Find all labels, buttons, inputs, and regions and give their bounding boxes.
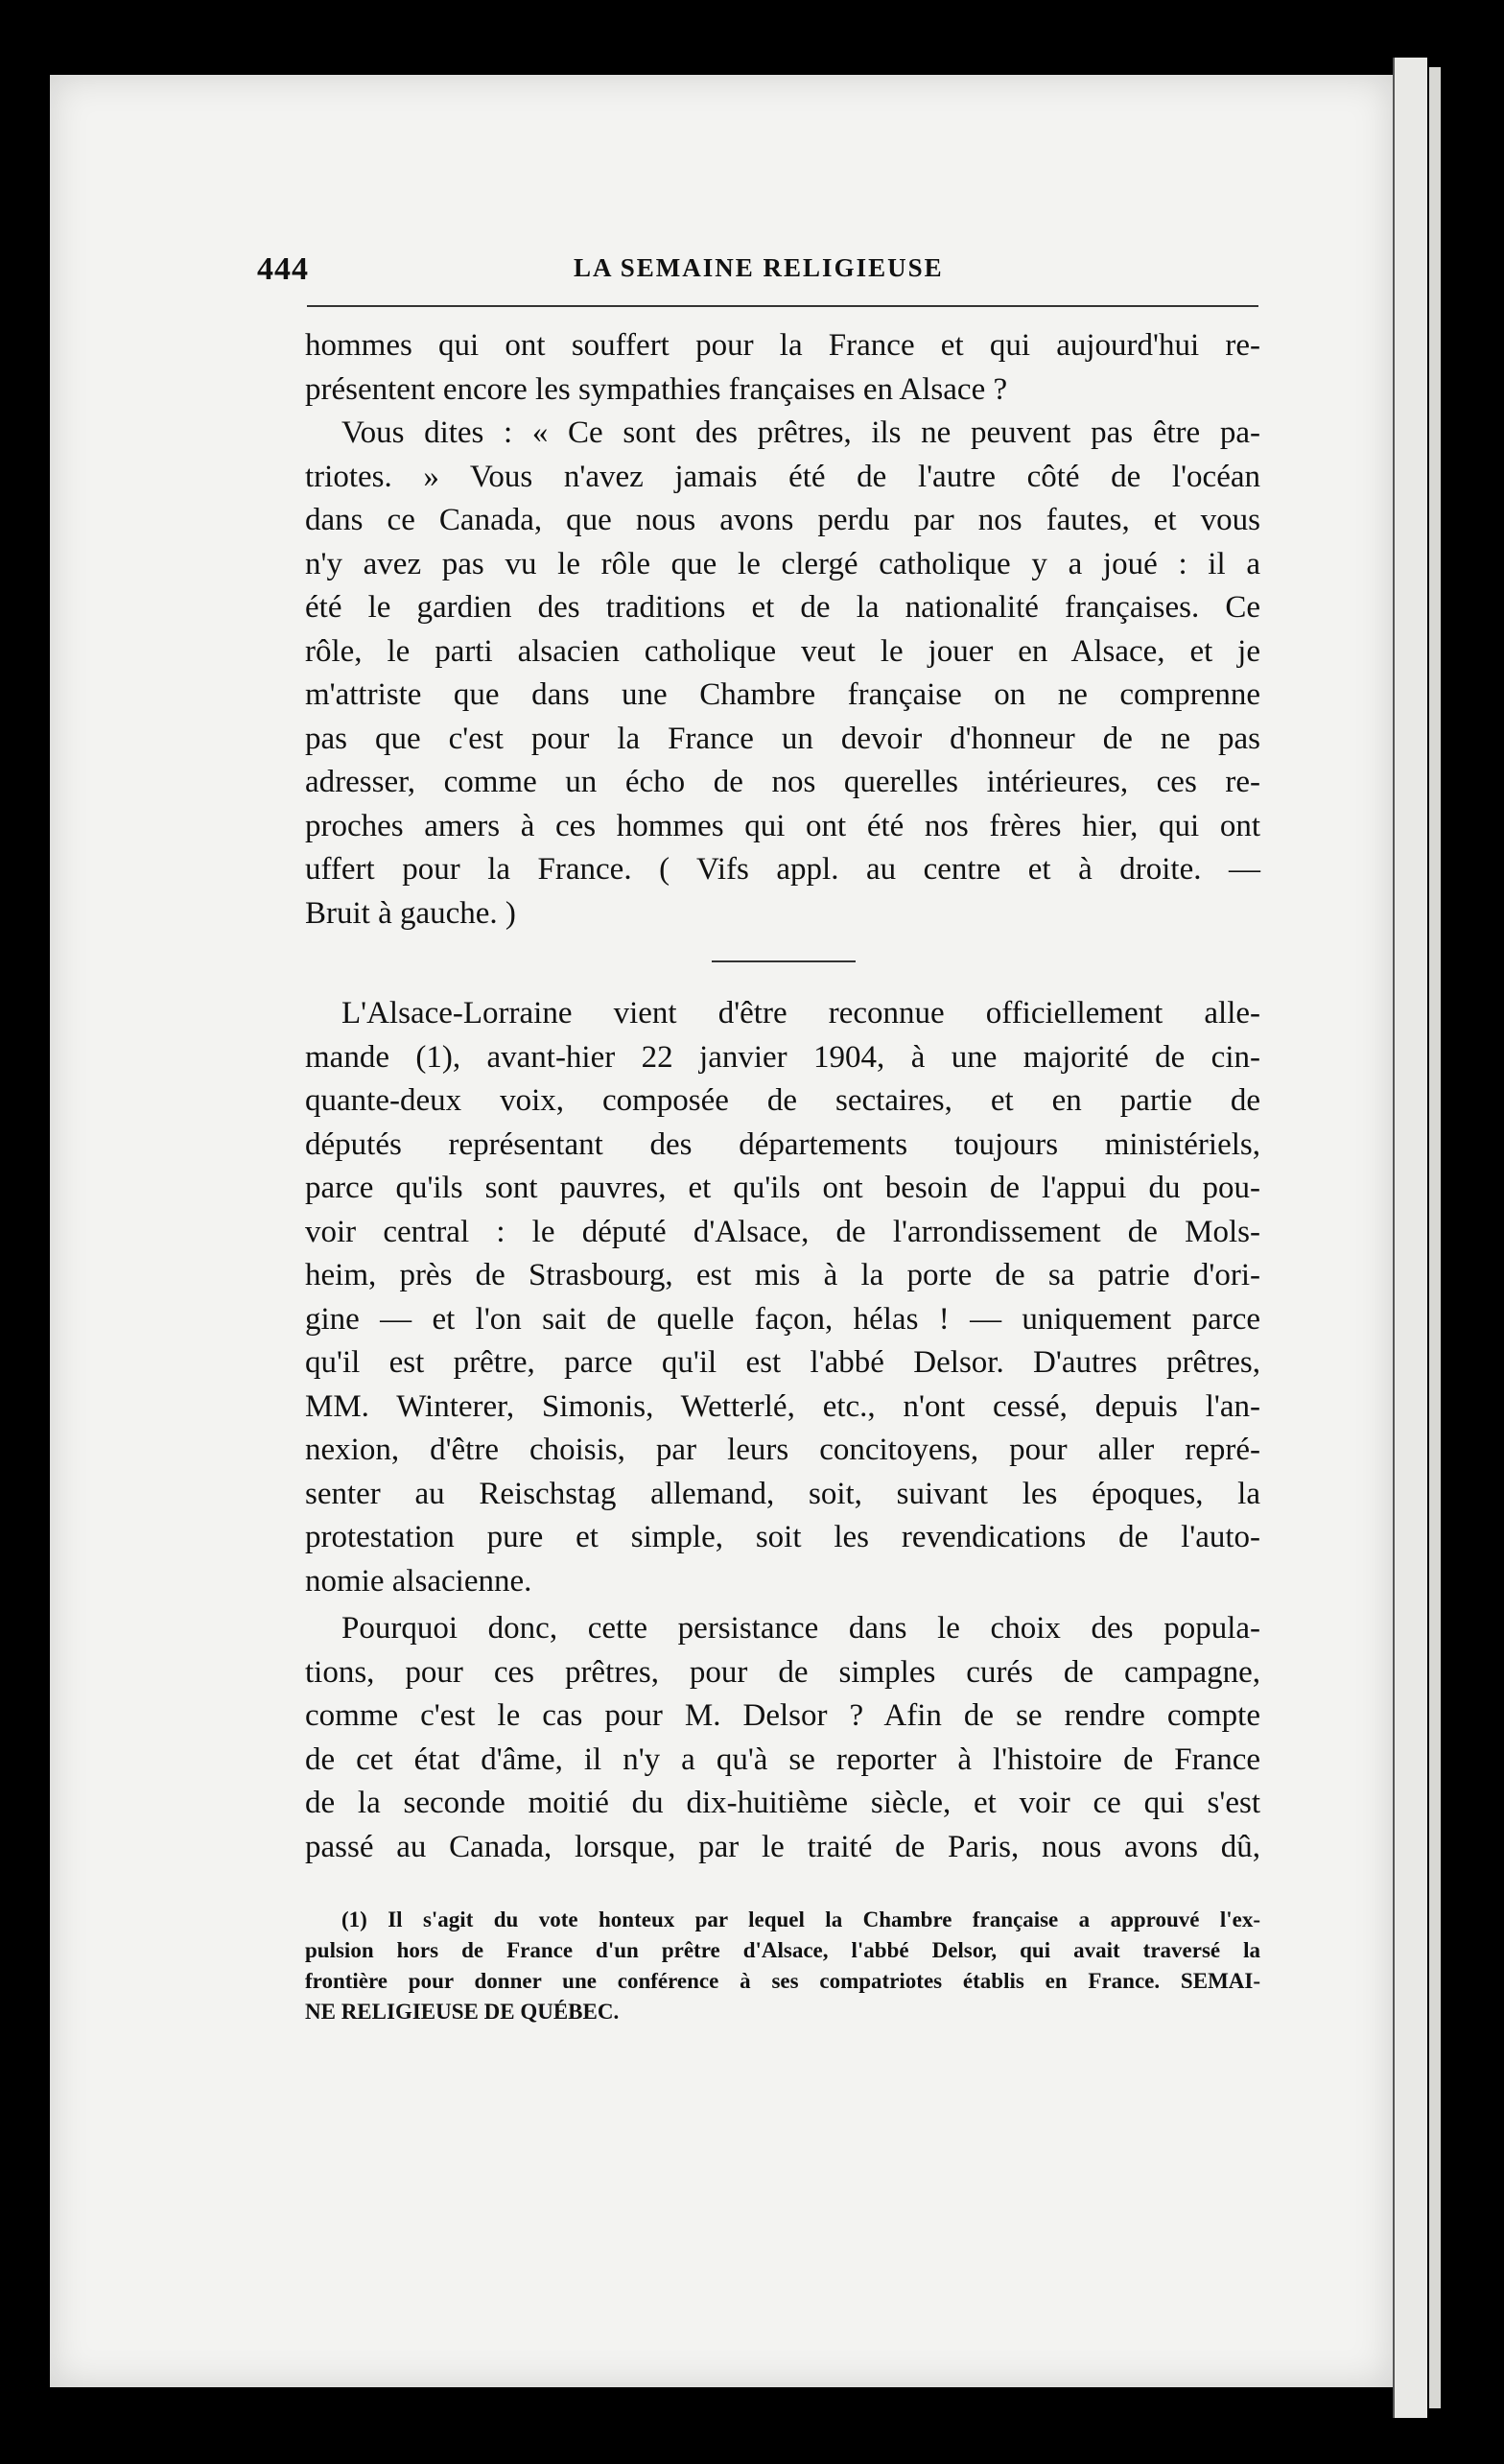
page-number: 444 xyxy=(257,251,309,287)
text-line: Pourquoi donc, cette persistance dans le choix des popula- xyxy=(341,1611,1260,1646)
paragraph xyxy=(305,412,1260,936)
text-line: Vous dites : « Ce sont des prêtres, ils ne peuvent pas être pa- xyxy=(341,415,1260,450)
text-line: de la seconde moitié du dix-huitième siècle, et voir ce qui s'est xyxy=(305,1786,1260,1820)
paragraph xyxy=(305,1607,1260,1869)
text-line: heim, près de Strasbourg, est mis à la porte de sa patrie d'ori- xyxy=(305,1258,1260,1292)
text-line: rôle, le parti alsacien catholique veut le jouer en Alsace, et je xyxy=(305,633,1260,669)
text-line: MM. Winterer, Simonis, Wetterlé, etc., n'ont cessé, depuis l'an- xyxy=(305,1388,1260,1424)
footnote-line: NE RELIGIEUSE DE QUÉBEC. xyxy=(305,2000,620,2024)
text-line: triotes. » Vous n'avez jamais été de l'autre côté de l'océan xyxy=(305,459,1260,494)
page-header xyxy=(257,251,1264,299)
text-line: qu'il est prêtre, parce qu'il est l'abbé Delsor. D'autres prêtres, xyxy=(305,1345,1260,1380)
running-title: LA SEMAINE RELIGIEUSE xyxy=(574,253,944,282)
text-line: hommes qui ont souffert pour la France et qui aujourd'hui re- xyxy=(305,328,1260,363)
text-line: quante-deux voix, composée de sectaires, et en partie de xyxy=(305,1083,1260,1118)
text-line: pas que c'est pour la France un devoir d'honneur de ne pas xyxy=(305,721,1260,756)
text-line: adresser, comme un écho de nos querelles intérieures, ces re- xyxy=(305,765,1260,799)
text-line: Bruit à gauche. ) xyxy=(305,895,516,931)
text-line: proches amers à ces hommes qui ont été nos frères hier, qui ont xyxy=(305,808,1260,843)
page-edge xyxy=(1393,58,1427,2418)
text-line: m'attriste que dans une Chambre française on ne comprenne xyxy=(305,677,1260,712)
text-line: comme c'est le cas pour M. Delsor ? Afin de se rendre compte xyxy=(305,1698,1260,1733)
header-rule xyxy=(307,305,1258,307)
text-block-middle xyxy=(305,992,1260,1603)
text-block-bottom xyxy=(305,1607,1260,1869)
text-line: nexion, d'être choisis, par leurs concitoyens, pour aller repré- xyxy=(305,1433,1260,1467)
text-line: L'Alsace-Lorraine vient d'être reconnue officiellement alle- xyxy=(341,996,1260,1031)
footnote-line: pulsion hors de France d'un prêtre d'Alsace, l'abbé Delsor, qui avait traversé la xyxy=(305,1938,1260,1962)
text-line: senter au Reischstag allemand, soit, suivant les époques, la xyxy=(305,1476,1260,1511)
text-line: tions, pour ces prêtres, pour de simples curés de campagne, xyxy=(305,1654,1260,1690)
text-line: de cet état d'âme, il n'y a qu'à se reporter à l'histoire de France xyxy=(305,1741,1260,1777)
text-block-top xyxy=(305,324,1260,936)
text-line: voir central : le député d'Alsace, de l'arrondissement de Mols- xyxy=(305,1214,1260,1249)
text-line: députés représentant des départements toujours ministériels, xyxy=(305,1126,1260,1162)
text-line: présentent encore les sympathies françaises en Alsace ? xyxy=(305,371,1008,407)
footnote-line: (1) Il s'agit du vote honteux par lequel la Chambre française a approuvé l'ex- xyxy=(341,1907,1260,1931)
text-line: été le gardien des traditions et de la nationalité françaises. Ce xyxy=(305,590,1260,625)
footnote-line: frontière pour donner une conférence à ses compatriotes établis en France. SEMAI- xyxy=(305,1969,1260,1993)
section-separator xyxy=(712,960,856,962)
text-line: parce qu'ils sont pauvres, et qu'ils ont besoin de l'appui du pou- xyxy=(305,1171,1260,1205)
text-line: gine — et l'on sait de quelle façon, hélas ! — uniquement parce xyxy=(305,1301,1260,1337)
text-line: uffert pour la France. ( Vifs appl. au centre et à droite. — xyxy=(305,852,1260,887)
paragraph-continued xyxy=(305,324,1260,412)
footnote xyxy=(305,1905,1260,2027)
text-line: mande (1), avant-hier 22 janvier 1904, à une majorité de cin- xyxy=(305,1039,1260,1075)
text-line: dans ce Canada, que nous avons perdu par nos fautes, et vous xyxy=(305,503,1260,537)
text-line: passé au Canada, lorsque, par le traité de Paris, nous avons dû, xyxy=(305,1829,1260,1864)
paragraph xyxy=(305,992,1260,1603)
text-line: nomie alsacienne. xyxy=(305,1563,532,1599)
page-edge-shadow xyxy=(1429,67,1441,2408)
text-line: protestation pure et simple, soit les revendications de l'auto- xyxy=(305,1520,1260,1554)
text-line: n'y avez pas vu le rôle que le clergé catholique y a joué : il a xyxy=(305,546,1260,581)
